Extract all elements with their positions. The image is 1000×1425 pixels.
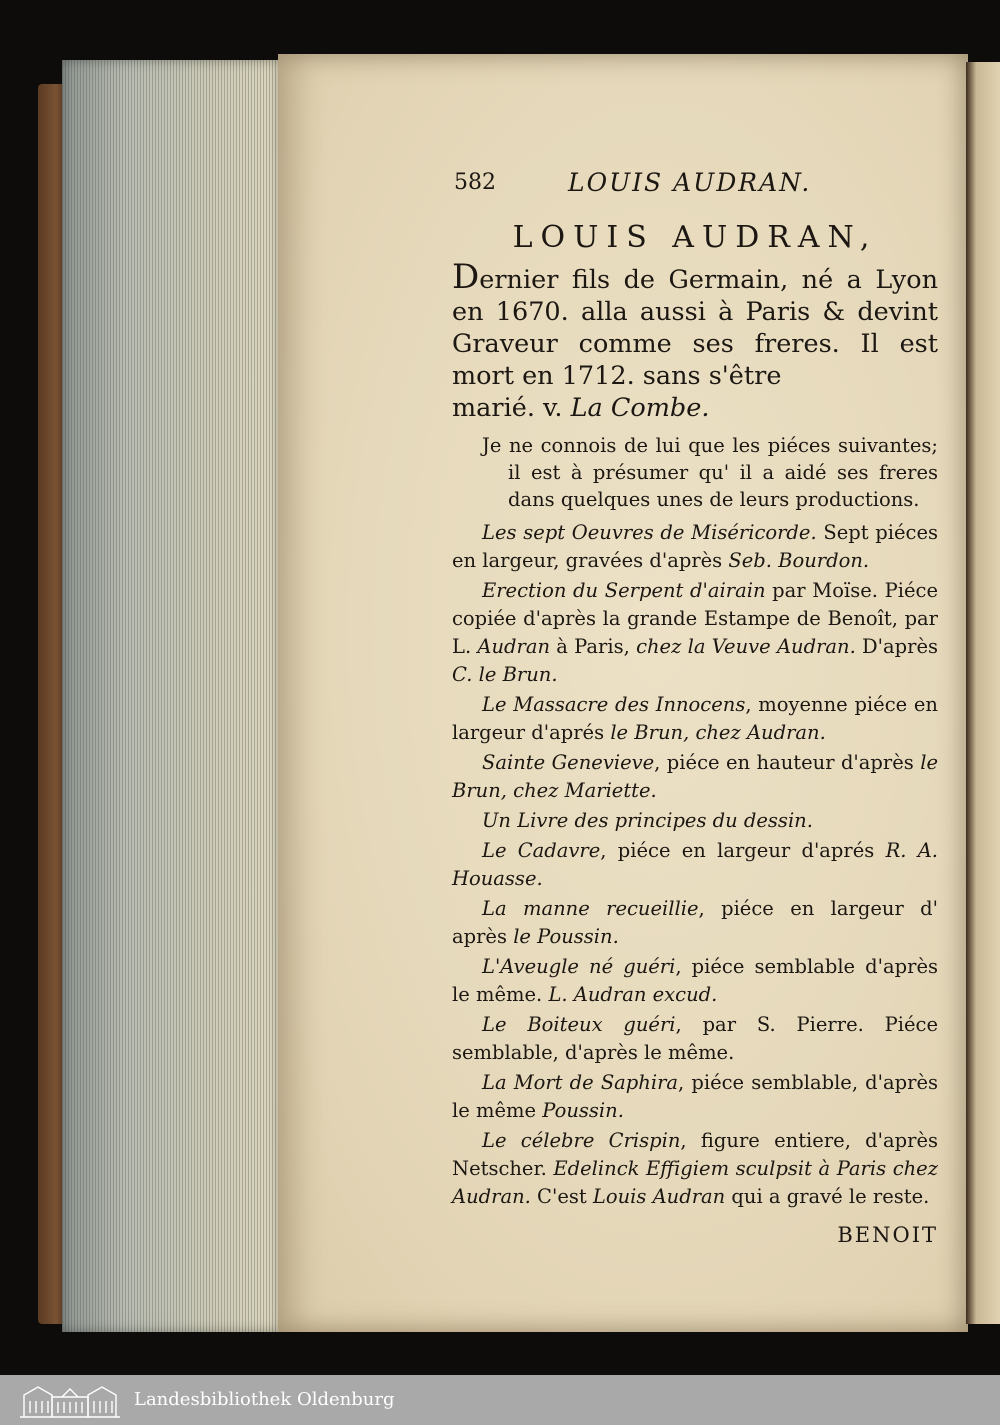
dropcap: D [452,257,480,297]
page-edges [62,60,280,1332]
intro-end-reference: La Combe. [570,393,710,423]
catalogue-entry [452,577,938,689]
running-title: LOUIS AUDRAN. [568,168,812,197]
entry-text: , moyenne piéce en largeur d'aprés [452,693,938,744]
entry-text: qui a gravé le reste. [725,1185,930,1208]
page-text [452,168,938,1247]
entry-italic-text: Louis Audran [592,1185,726,1208]
catalogue-entry [452,895,938,951]
catalogue-entry [452,1069,938,1125]
entry-text: Sept piéces en largeur, gravées d'après [452,521,938,572]
entry-italic-text: C. le Brun. [452,663,558,686]
entry-italic-text: L'Aveugle né guéri [482,955,676,978]
note-paragraph: Je ne connois de lui que les piéces suivantes; il est à présumer qu' il a aidé ses freres dans quelques unes de leurs productions. [482,434,938,511]
catalogue-entry [452,837,938,893]
entry-italic-text: Le Massacre des Innocens [482,693,746,716]
intro-text: ernier fils de Germain, né a Lyon en 1670. alla aussi à Paris & devint Graveur comme ses freres. Il est mort en 1712. sans s'être [452,265,938,391]
catalogue-entry [452,807,938,835]
entry-title: LOUIS AUDRAN, [512,220,878,255]
catalogue-entry [452,749,938,805]
entry-italic-text: La manne recueillie [482,897,699,920]
catalogue-entry [452,953,938,1009]
footer-bar [0,1375,1000,1425]
entry-italic-text: La Mort de Saphira [482,1071,679,1094]
catalogue-items [452,519,938,1211]
entry-text: , piéce en largeur d'aprés [600,839,886,862]
intro-end-text: marié. v. [452,393,571,423]
intro-paragraph [452,257,938,392]
catalogue-entry [452,1127,938,1211]
running-head [452,168,938,204]
entry-italic-text: le Brun, chez Mariette. [452,751,938,802]
entry-italic-text: Le Cadavre [482,839,601,862]
catalogue-entry [452,519,938,575]
library-name: Landesbibliothek Oldenburg [134,1389,395,1410]
entry-text: , figure entiere, d'après Netscher. [452,1129,938,1180]
catalogue-entry [452,1011,938,1067]
entry-italic-text: Les sept Oeuvres de Miséricorde. [482,521,817,544]
entry-italic-text: Audran [477,635,551,658]
entry-italic-text: Un Livre des principes du dessin. [482,809,813,832]
library-building-icon [18,1381,122,1419]
facing-page-edge [966,62,1000,1324]
entry-text: par Moïse. Piéce copiée d'après la grande Estampe de Benoît, par L. [452,579,938,658]
catalogue-entry [452,691,938,747]
entry-italic-text: Poussin. [542,1099,624,1122]
entry-text: à Paris, [550,635,637,658]
entry-text: , par S. Pierre. Piéce semblable, d'après le même. [452,1013,939,1064]
entry-italic-text: Edelinck Effigiem sculpsit à Paris chez Audran. [452,1157,938,1208]
entry-italic-text: chez la Veuve Audran. [636,635,856,658]
catchword: BENOIT [837,1223,938,1247]
entry-text: , piéce en hauteur d'après [654,751,921,774]
entry-italic-text: L. Audran excud. [548,983,718,1006]
entry-italic-text: Erection du Serpent d'airain [482,579,766,602]
entry-italic-text: Le célebre Crispin [482,1129,681,1152]
entry-italic-text: Sainte Genevieve [482,751,655,774]
entry-text: , piéce semblable d'après le même. [452,955,938,1006]
page-number: 582 [454,170,496,195]
entry-italic-text: Le Boiteux guéri [482,1013,676,1036]
entry-text: C'est [530,1185,593,1208]
entry-text: D'après [855,635,939,658]
entry-text: , piéce semblable, d'après le même [452,1071,938,1122]
entry-text: , piéce en largeur d' après [452,897,938,948]
entry-italic-text: le Poussin. [513,925,619,948]
entry-italic-text: R. A. Houasse. [452,839,938,890]
intro-paragraph-end [452,392,938,424]
entry-italic-text: le Brun, chez Audran. [610,721,826,744]
entry-italic-text: Seb. Bourdon. [728,549,870,572]
